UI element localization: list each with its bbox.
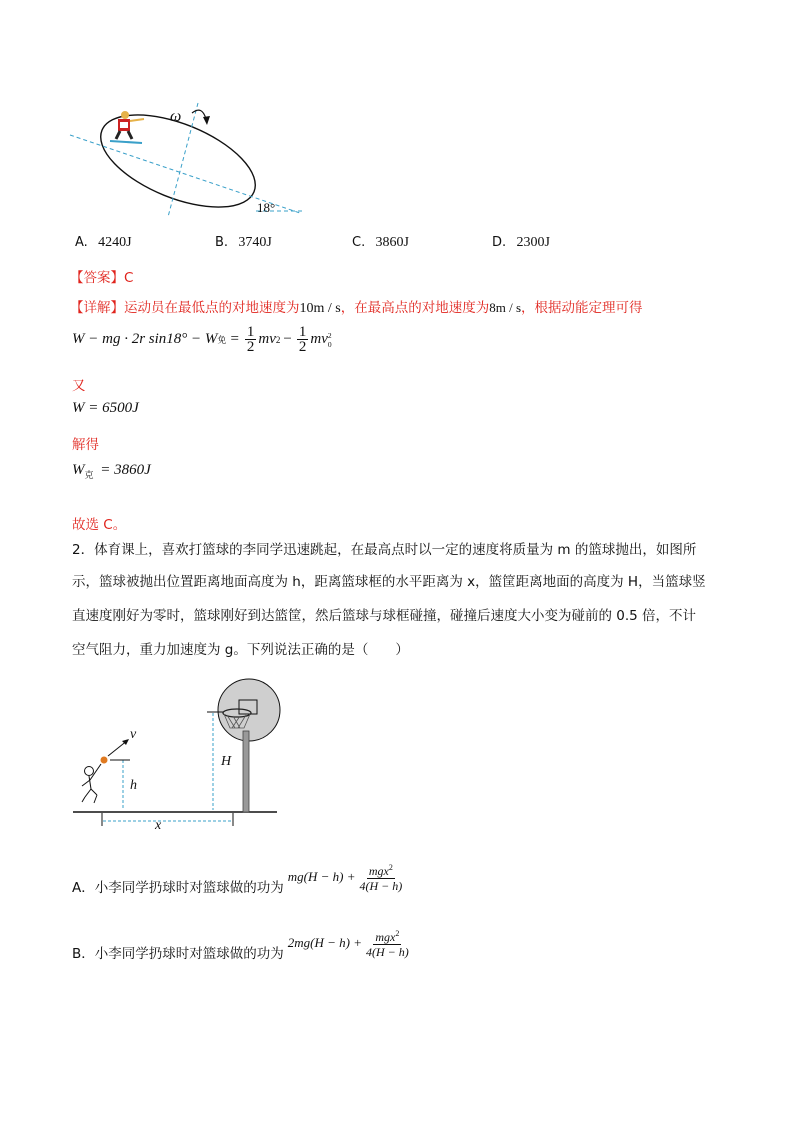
eq3-sub: 克: [84, 470, 94, 480]
option-d-value: 2300J: [516, 235, 550, 250]
q2-option-b-label: B．小李同学扔球时对篮球做的功为: [72, 946, 284, 962]
v-low: 10m / s: [299, 301, 341, 316]
detail-label: 【详解】: [70, 300, 124, 316]
option-d[interactable]: [492, 234, 550, 251]
eq1-minus: −: [283, 331, 292, 347]
q2-line-3: 直速度刚好为零时，篮球刚好到达篮筐，然后篮球与球框碰撞，碰撞后速度大小变为碰前的 0.5 倍，不计: [72, 608, 697, 624]
eq1-sub: 免: [217, 335, 227, 345]
H-label: H: [221, 754, 232, 769]
half-fraction-1: $\frac{1}{2}$: [246, 324, 255, 355]
v-high: 8m / s: [489, 300, 522, 315]
basketball: [101, 757, 108, 764]
q2-option-a-label: A．小李同学扔球时对篮球做的功为: [72, 880, 284, 896]
eq1-term1-sup: 2: [275, 334, 281, 345]
q2-line-4: 空气阻力，重力加速度为 g。下列说法正确的是（ ）: [72, 642, 409, 658]
jiede-label: 解得: [72, 437, 99, 453]
option-a-value: 4240J: [98, 235, 132, 250]
x-label: x: [155, 818, 162, 833]
eq1-term2: mv: [310, 331, 328, 347]
option-d-letter: D.: [492, 235, 507, 250]
equation-w: W = 6500J: [72, 400, 139, 416]
option-b-value: 3740J: [238, 235, 272, 250]
q2-option-a-fraction: $\frac{mgx^2}{4(H - h)}$: [359, 863, 403, 893]
half-fraction-2: $\frac{1}{2}$: [298, 324, 307, 355]
v-label: v: [130, 727, 137, 742]
option-c[interactable]: [352, 234, 409, 251]
rotation-arrowhead: [203, 116, 210, 125]
skater-figure: [110, 111, 144, 143]
q2-option-a-expr: mg(H − h) +: [287, 869, 356, 884]
eq1-lhs: W − mg · 2r sin18° − W: [72, 331, 218, 347]
detail-text-3: ，根据动能定理可得: [521, 300, 643, 316]
conclusion: 故选 C。: [72, 517, 127, 533]
q2-option-b-fraction: $\frac{mgx^2}{4(H - h)}$: [366, 929, 409, 959]
h-label: h: [130, 778, 137, 793]
angle-label: 18°: [257, 200, 276, 215]
rotating-disc-figure: [60, 95, 320, 225]
basketball-figure: [70, 676, 290, 836]
q2-option-b-expr: 2mg(H − h) +: [287, 935, 362, 950]
detail-text-1: 运动员在最低点的对地速度为: [124, 300, 300, 316]
eq1-equals: =: [230, 331, 239, 347]
eq1-term2-sup: 2: [327, 330, 332, 340]
answer-line: 【答案】C: [70, 270, 134, 286]
eq1-term1: mv: [258, 331, 276, 347]
eq1-term2-sub: 0: [327, 339, 332, 349]
detail-line: [70, 296, 643, 317]
student-figure: [82, 764, 101, 803]
option-b[interactable]: [215, 234, 272, 251]
you-label: 又: [72, 378, 86, 394]
option-a-letter: A.: [75, 235, 88, 250]
eq3-w: W: [72, 462, 85, 478]
q2-line-2: 示，篮球被抛出位置距离地面高度为 h，距离篮球框的水平距离为 x，篮筐距离地面的高度为 H，当篮球竖: [72, 574, 706, 590]
pole: [243, 731, 249, 812]
q2-option-b[interactable]: [72, 924, 413, 962]
omega-label: ω: [170, 108, 182, 125]
q2-line-1: 2．体育课上，喜欢打篮球的李同学迅速跳起，在最高点时以一定的速度将质量为 m 的篮球抛出，如图所: [72, 542, 697, 558]
eq3-rest: = 3860J: [100, 462, 151, 478]
option-c-letter: C.: [352, 235, 366, 250]
q2-option-a[interactable]: [72, 858, 406, 896]
detail-text-2: ，在最高点的对地速度为: [340, 300, 490, 316]
option-b-letter: B.: [215, 235, 229, 250]
equation-work-energy: [72, 325, 332, 354]
option-c-value: 3860J: [375, 235, 409, 250]
option-a[interactable]: [75, 234, 132, 251]
equation-w-ke: [72, 462, 151, 481]
